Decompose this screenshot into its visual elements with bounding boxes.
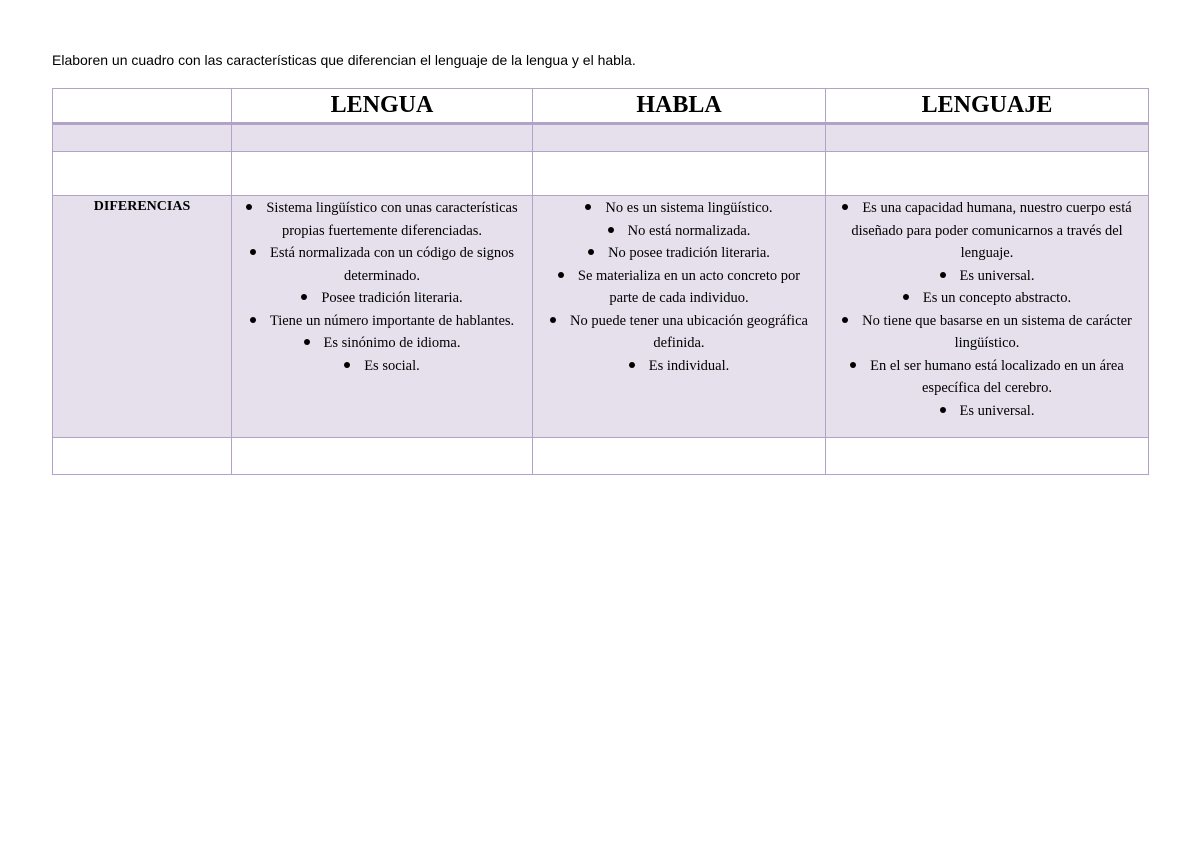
table-cell xyxy=(826,152,1149,196)
bullet-icon xyxy=(250,249,256,255)
header-empty-cell xyxy=(53,89,232,124)
list-item: Es universal. xyxy=(836,265,1138,288)
bullet-icon xyxy=(850,362,856,368)
table-header-row xyxy=(53,89,1149,124)
bullet-icon xyxy=(940,407,946,413)
table-cell xyxy=(533,124,826,152)
table-cell xyxy=(826,438,1149,475)
table-cell xyxy=(533,152,826,196)
table-cell xyxy=(232,152,533,196)
list-item: Es individual. xyxy=(543,355,815,378)
lengua-list xyxy=(232,196,532,377)
table-row xyxy=(53,124,1149,152)
table-cell xyxy=(826,124,1149,152)
bullet-icon xyxy=(344,362,350,368)
table-cell xyxy=(53,152,232,196)
list-item: No posee tradición literaria. xyxy=(543,242,815,265)
table-row xyxy=(53,438,1149,475)
instruction-text: Elaboren un cuadro con las características que diferencian el lenguaje de la lengua y el habla. xyxy=(52,52,636,68)
bullet-icon xyxy=(629,362,635,368)
list-item: Es sinónimo de idioma. xyxy=(242,332,522,355)
bullet-icon xyxy=(250,317,256,323)
bullet-icon xyxy=(588,249,594,255)
header-habla: HABLA xyxy=(533,89,826,124)
bullet-icon xyxy=(940,272,946,278)
list-item: No es un sistema lingüístico. xyxy=(543,197,815,220)
list-item: Es universal. xyxy=(836,400,1138,423)
bullet-icon xyxy=(304,339,310,345)
differences-label: DIFERENCIAS xyxy=(53,196,232,438)
habla-list xyxy=(533,196,825,377)
list-item: No puede tener una ubicación geográfica definida. xyxy=(543,310,815,355)
header-lenguaje: LENGUAJE xyxy=(826,89,1149,124)
table-row xyxy=(53,152,1149,196)
list-item: Es social. xyxy=(242,355,522,378)
comparison-table xyxy=(52,88,1149,475)
lenguaje-cell xyxy=(826,196,1149,438)
bullet-icon xyxy=(246,204,252,210)
lengua-cell xyxy=(232,196,533,438)
list-item: Es una capacidad humana, nuestro cuerpo está diseñado para poder comunicarnos a través del lenguaje. xyxy=(836,197,1138,265)
list-item: Está normalizada con un código de signos determinado. xyxy=(242,242,522,287)
list-item: Tiene un número importante de hablantes. xyxy=(242,310,522,333)
bullet-icon xyxy=(301,294,307,300)
header-lengua: LENGUA xyxy=(232,89,533,124)
list-item: Se materializa en un acto concreto por parte de cada individuo. xyxy=(543,265,815,310)
table-cell xyxy=(53,438,232,475)
list-item: No está normalizada. xyxy=(543,220,815,243)
habla-cell xyxy=(533,196,826,438)
list-item: Sistema lingüístico con unas características propias fuertemente diferenciadas. xyxy=(242,197,522,242)
list-item: Posee tradición literaria. xyxy=(242,287,522,310)
bullet-icon xyxy=(608,227,614,233)
bullet-icon xyxy=(842,317,848,323)
bullet-icon xyxy=(585,204,591,210)
bullet-icon xyxy=(550,317,556,323)
table-cell xyxy=(232,438,533,475)
list-item: No tiene que basarse en un sistema de carácter lingüístico. xyxy=(836,310,1138,355)
list-item: Es un concepto abstracto. xyxy=(836,287,1138,310)
list-item: En el ser humano está localizado en un área específica del cerebro. xyxy=(836,355,1138,400)
table-cell xyxy=(53,124,232,152)
table-cell xyxy=(533,438,826,475)
bullet-icon xyxy=(842,204,848,210)
bullet-icon xyxy=(558,272,564,278)
table-cell xyxy=(232,124,533,152)
bullet-icon xyxy=(903,294,909,300)
lenguaje-list xyxy=(826,196,1148,422)
differences-row xyxy=(53,196,1149,438)
